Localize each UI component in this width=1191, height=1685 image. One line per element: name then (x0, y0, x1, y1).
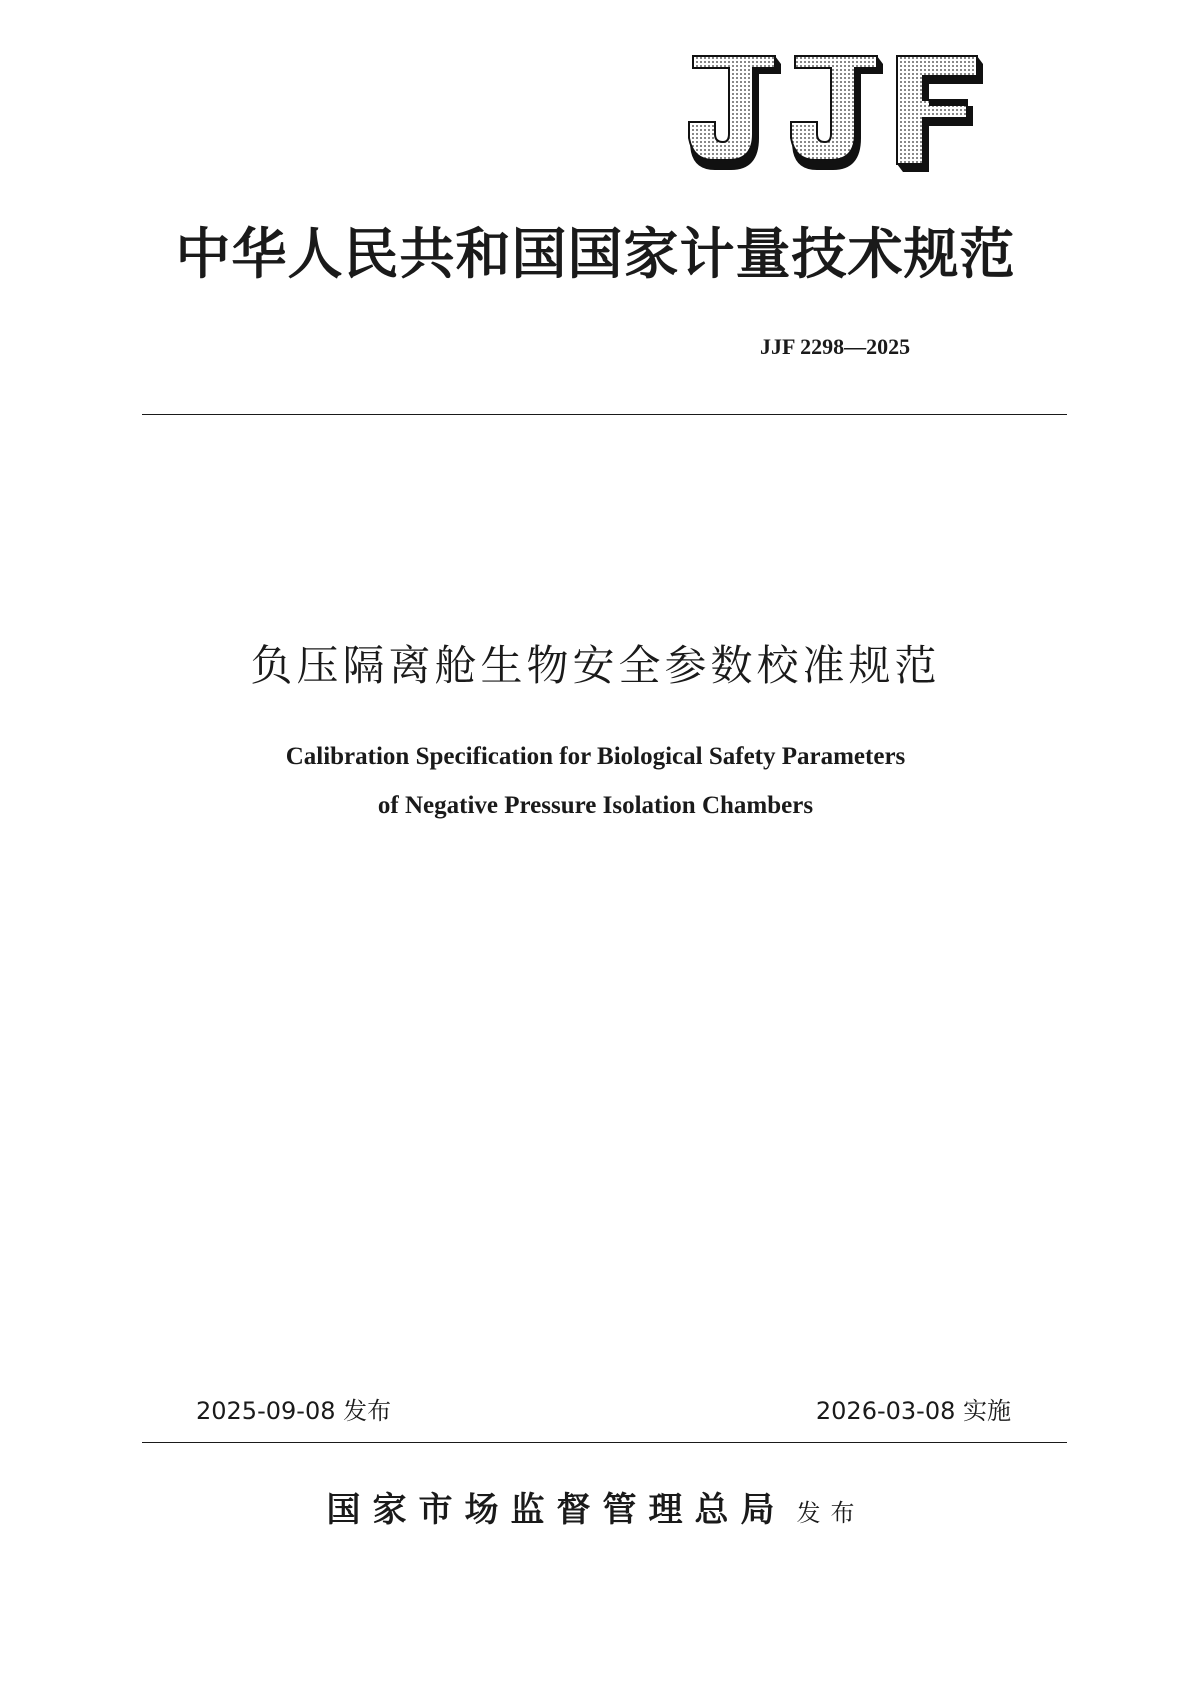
issue-date: 2025-09-08 发布 (196, 1397, 392, 1425)
standard-number: JJF 2298—2025 (760, 334, 911, 359)
publisher-name: 国家市场监督管理总局 (326, 1490, 787, 1530)
bottom-divider (142, 1442, 1067, 1443)
publish-label: 发布 (796, 1499, 865, 1527)
document-title-en-line2: of Negative Pressure Isolation Chambers (377, 792, 814, 819)
logo-letter-j-1 (689, 56, 781, 170)
document-title-en-line1: Calibration Specification for Biological Safety Parameters (285, 743, 906, 770)
publisher-line (0, 1488, 1191, 1535)
logo-letter-f (897, 56, 983, 172)
logo-letter-j-2 (791, 56, 883, 170)
jjf-logo (683, 52, 987, 174)
top-divider (142, 414, 1067, 415)
effective-date: 2026-03-08 实施 (815, 1397, 1011, 1425)
document-title-cn: 负压隔离舱生物安全参数校准规范 (250, 641, 941, 690)
national-standard-title: 中华人民共和国国家计量技术规范 (175, 221, 1016, 286)
